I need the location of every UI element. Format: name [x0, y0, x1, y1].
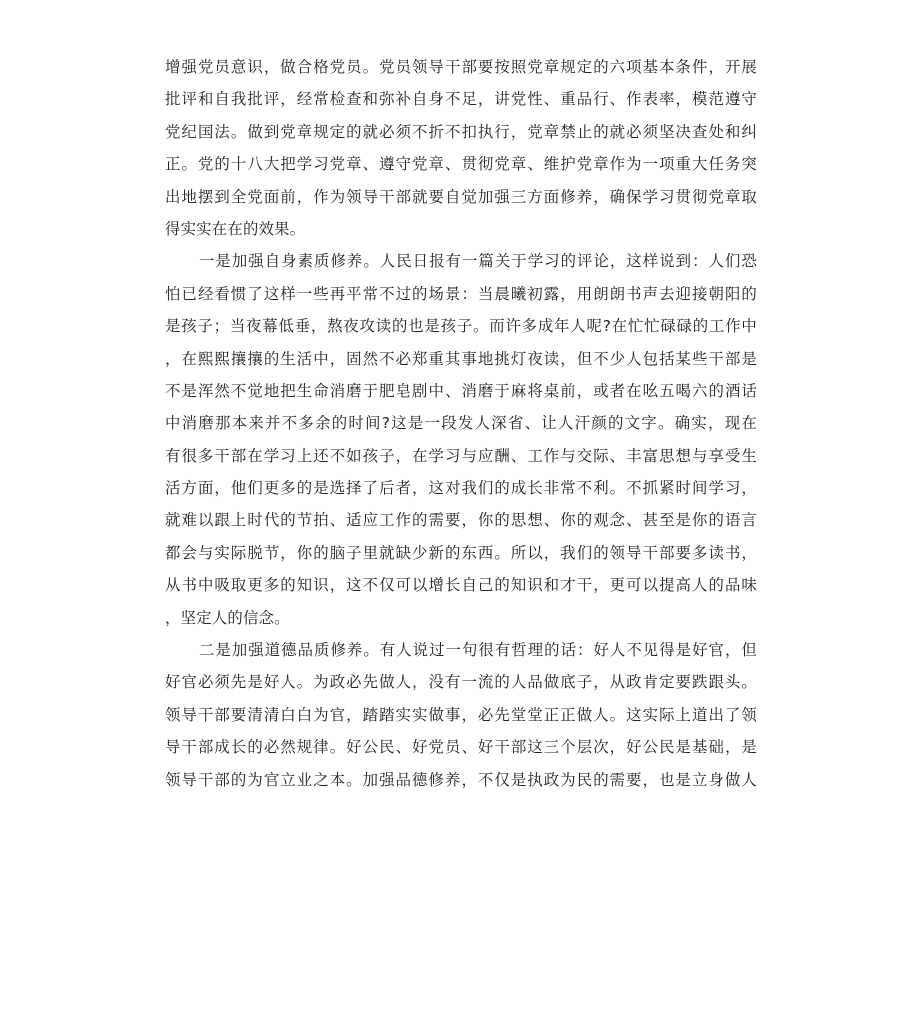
paragraph-3-line-5: 领导干部的为官立业之本。加强品德修养，不仅是执政为民的需要，也是立身做人 — [165, 770, 757, 789]
paragraph-2-line-9: 就难以跟上时代的节拍、适应工作的需要，你的思想、你的观念、甚至是你的语言 — [165, 511, 757, 530]
paragraph-1-line-4: 正。党的十八大把学习党章、遵守党章、贯彻党章、维护党章作为一项重大任务突 — [165, 155, 757, 174]
paragraph-2-line-2: 怕已经看惯了这样一些再平常不过的场景：当晨曦初露，用朗朗书声去迎接朝阳的 — [165, 284, 757, 303]
paragraph-3-line-1: 二是加强道德品质修养。有人说过一句很有哲理的话：好人不见得是好官，但 — [199, 641, 757, 660]
paragraph-1-line-5: 出地摆到全党面前，作为领导干部就要自觉加强三方面修养，确保学习贯彻党章取 — [165, 187, 757, 206]
paragraph-1-line-3: 党纪国法。做到党章规定的就必须不折不扣执行，党章禁止的就必须坚决查处和纠 — [165, 122, 757, 141]
body-text — [165, 51, 757, 796]
paragraph-3-line-4: 导干部成长的必然规律。好公民、好党员、好干部这三个层次，好公民是基础，是 — [165, 738, 757, 757]
paragraph-2-line-5: 不是浑然不觉地把生命消磨于肥皂剧中、消磨于麻将桌前，或者在吆五喝六的酒话 — [165, 381, 757, 400]
paragraph-3-line-2: 好官必须先是好人。为政必先做人，没有一流的人品做底子，从政肯定要跌跟头。 — [165, 673, 757, 692]
paragraph-2-line-6: 中消磨那本来并不多余的时间?这是一段发人深省、让人汗颜的文字。确实，现在 — [165, 414, 757, 433]
paragraph-2-line-4: ，在熙熙攘攘的生活中，固然不必郑重其事地挑灯夜读，但不少人包括某些干部是 — [165, 349, 757, 368]
paragraph-2-line-7: 有很多干部在学习上还不如孩子，在学习与应酬、工作与交际、丰富思想与享受生 — [165, 446, 757, 465]
paragraph-1-line-6: 得实实在在的效果。 — [165, 219, 306, 238]
paragraph-2-line-12: ，坚定人的信念。 — [165, 608, 290, 627]
paragraph-2-line-3: 是孩子；当夜幕低垂，熬夜攻读的也是孩子。而许多成年人呢?在忙忙碌碌的工作中 — [165, 317, 757, 336]
paragraph-1-line-1: 增强党员意识，做合格党员。党员领导干部要按照党章规定的六项基本条件，开展 — [165, 58, 757, 76]
paragraph-1-line-2: 批评和自我批评，经常检查和弥补自身不足，讲党性、重品行、作表率，模范遵守 — [165, 90, 757, 109]
paragraph-2-line-8: 活方面，他们更多的是选择了后者，这对我们的成长非常不利。不抓紧时间学习， — [165, 479, 757, 498]
paragraph-3-line-3: 领导干部要清清白白为官，踏踏实实做事，必先堂堂正正做人。这实际上道出了领 — [165, 705, 757, 724]
paragraph-2-line-11: 从书中吸取更多的知识，这不仅可以增长自己的知识和才干，更可以提高人的品味 — [165, 576, 757, 595]
paragraph-2-line-1: 一是加强自身素质修养。人民日报有一篇关于学习的评论，这样说到：人们恐 — [199, 252, 757, 271]
paragraph-2-line-10: 都会与实际脱节，你的脑子里就缺少新的东西。所以，我们的领导干部要多读书， — [165, 543, 757, 562]
